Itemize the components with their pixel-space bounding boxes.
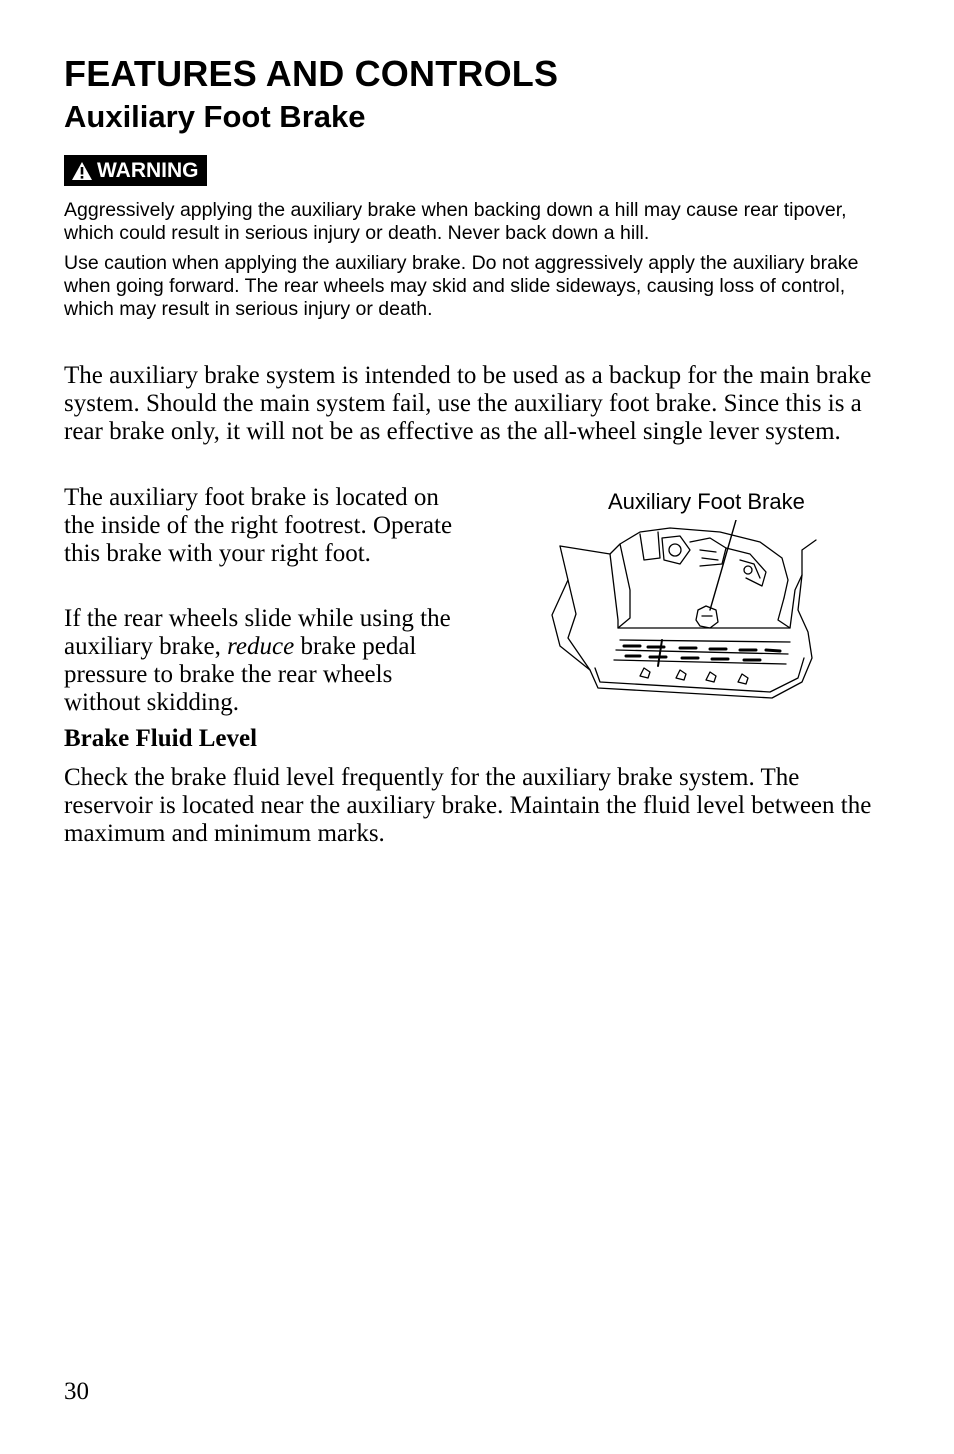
slide-emphasis: reduce <box>227 633 295 660</box>
slide-paragraph <box>64 605 464 717</box>
warning-badge <box>64 155 207 186</box>
chapter-title: FEATURES AND CONTROLS <box>64 53 559 94</box>
footrest-illustration <box>540 520 820 702</box>
brake-pedal <box>696 606 718 628</box>
figure-caption: Auxiliary Foot Brake <box>608 489 805 514</box>
intro-paragraph: The auxiliary brake system is intended to be used as a backup for the main brake system. Should the main system fail, use the auxiliary foot brake. Since this is a rear brake only, it will not be as effective as the all-wheel single lever system. <box>64 362 872 445</box>
warning-paragraph: Aggressively applying the auxiliary brake when backing down a hill may cause rear tipover, which could result in serious injury or death. Never back down a hill. <box>64 199 847 244</box>
warning-paragraph: Use caution when applying the auxiliary brake. Do not aggressively apply the auxiliary brake when going forward. The rear wheels may skid and slide sideways, causing loss of control, which may result in serious injury or death. <box>64 252 859 320</box>
warning-triangle-icon <box>71 161 93 181</box>
slide-text-after: brake pedal pressure to brake the rear wheels without skidding. <box>64 633 417 716</box>
brake-fluid-heading: Brake Fluid Level <box>64 725 258 752</box>
slide-text-before: If the rear wheels slide while using the auxiliary brake, <box>64 605 451 660</box>
page-number: 30 <box>64 1378 89 1405</box>
section-title: Auxiliary Foot Brake <box>64 99 366 134</box>
warning-label: WARNING <box>97 159 199 182</box>
brake-fluid-paragraph: Check the brake fluid level frequently for the auxiliary brake system. The reservoir is located near the auxiliary brake. Maintain the fluid level between the maximum and minimum marks. <box>64 764 872 847</box>
location-paragraph: The auxiliary foot brake is located on the inside of the right footrest. Operate this brake with your right foot. <box>64 484 453 567</box>
